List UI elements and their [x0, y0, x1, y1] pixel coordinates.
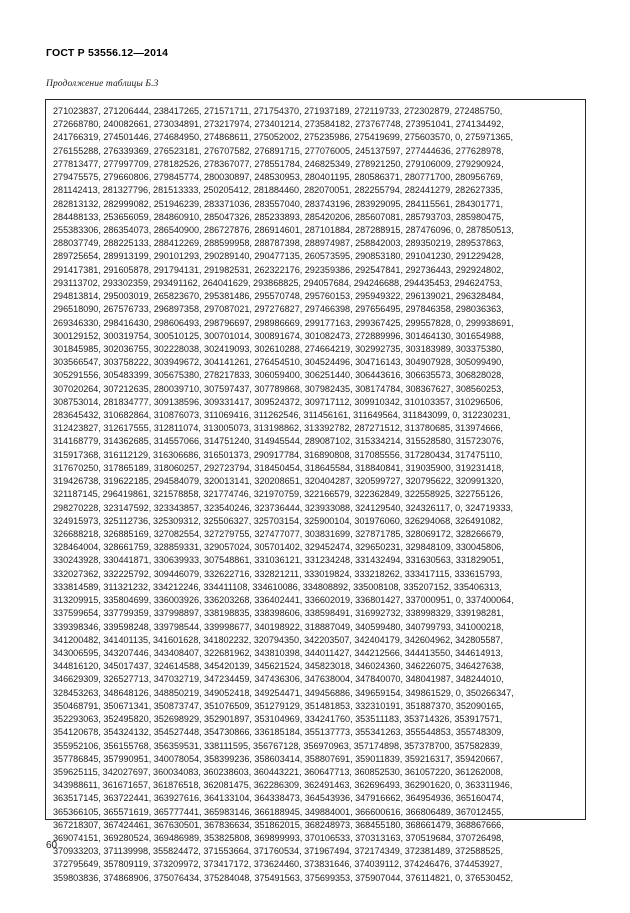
table-row: 369074151, 369280524, 369486989, 353825808, 369899993, 370106533, 370313163, 370519684, 370726498,: [53, 833, 504, 844]
table-row: 298270228, 323147592, 323343857, 323540246, 323736444, 323933088, 324129540, 324326117, 0, 324719333,: [53, 502, 514, 513]
table-row: 315917368, 316112129, 316306686, 316501373, 290917784, 316890808, 317085556, 317280434, 317475110,: [53, 449, 503, 460]
table-row: 365366105, 365571619, 365777441, 365983146, 366188945, 349884001, 366600616, 366806489, 367012455,: [53, 806, 504, 817]
table-row: 350468791, 350671341, 350873747, 351076509, 351279129, 351481853, 332310191, 351887370, 352090165,: [53, 700, 504, 711]
table-row: 241766319, 274501446, 274684950, 274868611, 275052002, 275235986, 275419699, 275603570, 0, 275971365,: [53, 132, 514, 143]
table-row: 277813477, 277997709, 278182526, 278367077, 278551784, 246825349, 278921250, 279106009, 279290924,: [53, 158, 504, 169]
table-row: 308753014, 281834777, 309138596, 309331417, 309524372, 309717112, 309910342, 310103357, 310296506,: [53, 396, 503, 407]
table-row: 293113702, 293302359, 293491162, 264041629, 293868825, 294057684, 294246688, 294435453, 294624753,: [53, 277, 503, 288]
document-standard-title: ГОСТ Р 53556.12—2014: [46, 47, 169, 59]
table-row: 354120678, 354324132, 354527448, 354730866, 336185184, 355137773, 355341263, 355544853, 355748309,: [53, 727, 504, 738]
table-caption: Продолжение таблицы Б.3: [46, 79, 159, 89]
table-row: 276155288, 276339369, 276523181, 276707582, 276891715, 277076005, 245137597, 277444636, 277628978,: [53, 145, 504, 156]
data-table-body: [46, 100, 585, 885]
table-row: 288037749, 288225133, 288412269, 288599958, 288787398, 288974987, 258842003, 289350219, 289537863,: [53, 238, 504, 249]
table-row: 305291556, 305483399, 305675380, 278217833, 306059400, 306251440, 306443616, 306635573, 306828028,: [53, 370, 504, 381]
table-row: 312423827, 312617555, 312811074, 313005073, 313198862, 313392782, 287271512, 313780685, 313974666,: [53, 423, 503, 434]
table-row: 307020264, 307212635, 280039710, 307597437, 307789868, 307982435, 308174784, 308367627, 308560253,: [53, 383, 504, 394]
table-row: 372795649, 357809119, 373209972, 373417172, 373624460, 373831646, 374039112, 374246476, 374453927,: [53, 859, 503, 870]
table-row: 313209915, 335804699, 336003926, 336203268, 336402441, 336602019, 336801427, 337000951, 0, 337400064,: [53, 595, 514, 606]
table-row: 359625115, 342027697, 360034083, 360238603, 360443221, 360647713, 360852530, 361057220, 361262008,: [53, 766, 503, 777]
table-row: 352293063, 352495820, 352698929, 352901897, 353104969, 334241760, 353511183, 353714326, 353917571,: [53, 714, 503, 725]
table-row: 326688218, 326885169, 327082554, 327279755, 327477077, 303831699, 327871785, 328069172, 328266679,: [53, 529, 504, 539]
table-row: 328464004, 328661759, 328859331, 329057024, 305701402, 329452474, 329650231, 329848109, 330045806,: [53, 542, 504, 553]
table-row: 343988611, 361671657, 361876518, 362081475, 362286309, 362491463, 362696493, 362901620, 0, 363311946,: [53, 780, 513, 791]
table-row: 300129152, 300319754, 300510125, 300701014, 300891674, 301082473, 272889996, 301464130, 301654988,: [53, 330, 504, 341]
table-row: 370933203, 371139998, 355824472, 371553664, 371760534, 371967494, 372174349, 372381489, 372588525,: [53, 846, 503, 857]
table-row: 282813132, 282999082, 251946239, 283371036, 283557040, 283743196, 283929095, 284115561, 284301771,: [53, 198, 503, 209]
table-row: 343006595, 343207446, 343408407, 322681962, 343810398, 344011427, 344212566, 344413550, 344614913,: [53, 647, 503, 658]
table-row: 317670250, 317865189, 318060257, 292723794, 318450454, 318645584, 318840841, 319035900, 319231418,: [53, 462, 504, 473]
table-row: 330243928, 330441871, 330639933, 307548861, 331036121, 331234248, 331432494, 331630563, 331829051,: [53, 555, 504, 566]
table-row: 346629309, 326527713, 347032719, 347234459, 347436306, 347638004, 347840070, 348041987, 348244010,: [53, 674, 504, 685]
table-row: 328453263, 348648126, 348850219, 349052418, 349254471, 349456886, 349659154, 349861529, 0, 350266347,: [53, 687, 514, 698]
table-row: 355952106, 356155768, 356359531, 338111595, 356767128, 356970963, 357174898, 357378700, 357582839,: [53, 740, 503, 751]
table-row: 324915973, 325112736, 325309312, 325506327, 325703154, 325900104, 301976060, 326294068, 326491082,: [53, 515, 503, 526]
table-row: 359803836, 374868906, 375076434, 375284048, 375491563, 375699353, 375907044, 376114821, 0, 376530452,: [53, 872, 514, 883]
table-row: 314168779, 314362685, 314557066, 314751240, 314945544, 289087102, 315334214, 315528580, 315723076,: [53, 436, 504, 447]
table-row: 357786845, 357990951, 340078054, 358399236, 358603414, 358807691, 359011839, 359216317, 359420667,: [53, 753, 503, 764]
table-row: 363517145, 363722441, 363927616, 364133104, 364338473, 364543936, 347916662, 364954936, 365160474,: [53, 793, 504, 804]
table-row: 279475575, 279660806, 279845774, 280030897, 248530953, 280401195, 280586371, 280771700, 280956769,: [53, 172, 503, 183]
table-row: 332027362, 332225792, 309446079, 332622716, 332821211, 333019824, 333218262, 333417115, 333615793,: [53, 568, 503, 579]
table-row: 289725654, 289913199, 290101293, 290289140, 290477135, 260573595, 290853180, 291041230, 291229428,: [53, 251, 504, 262]
table-row: 301845985, 302036755, 302228038, 302419093, 302610288, 274664219, 302992735, 303183989, 303375380,: [53, 343, 504, 354]
table-row: 269346330, 298416430, 298606493, 298796697, 298986669, 299177163, 299367425, 299557828, 0, 299938691,: [53, 317, 514, 328]
table-row: 284488133, 253656059, 284860910, 285047326, 285233893, 285420206, 285607081, 285793703, 285980475,: [53, 211, 504, 222]
table-row: 341200482, 341401135, 341601628, 341802232, 320794350, 342203507, 342404179, 342604962, 342805587,: [53, 634, 503, 645]
table-row: 303566547, 303758222, 303949672, 304141261, 276454510, 304524496, 304716143, 304907928, 305099490,: [53, 357, 504, 368]
table-row: 321187145, 296419861, 321578858, 321774746, 321970759, 322166579, 322362849, 322558925, 322755126,: [53, 489, 503, 500]
table-row: 272668780, 240082661, 273034891, 273217974, 273401214, 273584182, 273767748, 273951041, 274134492,: [53, 119, 504, 130]
table-row: 291417381, 291605878, 291794131, 291982531, 262322176, 292359386, 292547841, 292736443, 292924802,: [53, 264, 504, 275]
table-row: 333814589, 311321232, 334212246, 334411108, 334610086, 334808892, 335008108, 335207152, 335406313,: [53, 581, 502, 592]
table-row: 296518090, 267576733, 296897358, 297087021, 297276827, 297466398, 297656495, 297846358, 298036363,: [53, 304, 504, 315]
page-number: 60: [46, 840, 58, 851]
table-row: 319426738, 319622185, 294584079, 320013141, 320208651, 320404287, 320599727, 320795622, 320991320,: [53, 476, 504, 487]
table-row: 294813814, 295003019, 265823670, 295381486, 295570748, 295760153, 295949322, 296139021, 296328484,: [53, 291, 504, 302]
table-row: 337599654, 337799359, 337998897, 338198835, 338398606, 338598491, 316992732, 338998329, 339198281,: [53, 608, 504, 619]
table-row: 367218307, 367424461, 367630501, 367836634, 351862015, 368248973, 368455180, 368661479, 368867666,: [53, 819, 504, 830]
data-table-frame: [45, 99, 586, 883]
table-row: 339398346, 339598248, 339798544, 339998677, 340198922, 318887049, 340599480, 340799793, 341000218,: [53, 621, 504, 632]
table-row: 281142413, 281327796, 281513333, 250205412, 281884460, 282070051, 282255794, 282441279, 282627335,: [53, 185, 503, 196]
table-row: 283645432, 310682864, 310876073, 311069416, 311262546, 311456161, 311649564, 311843099, 0, 312230231,: [53, 410, 511, 421]
table-row: 344816120, 345017437, 324614588, 345420139, 345621524, 345823018, 346024360, 346226075, 346427638,: [53, 661, 504, 672]
table-row: 255383306, 286354073, 286540900, 286727876, 286914601, 287101884, 287288915, 287476096, 0, 287850513,: [53, 224, 514, 235]
table-row: 271023837, 271206444, 238417265, 271571711, 271754370, 271937189, 272119733, 272302879, 272485750,: [53, 106, 503, 116]
